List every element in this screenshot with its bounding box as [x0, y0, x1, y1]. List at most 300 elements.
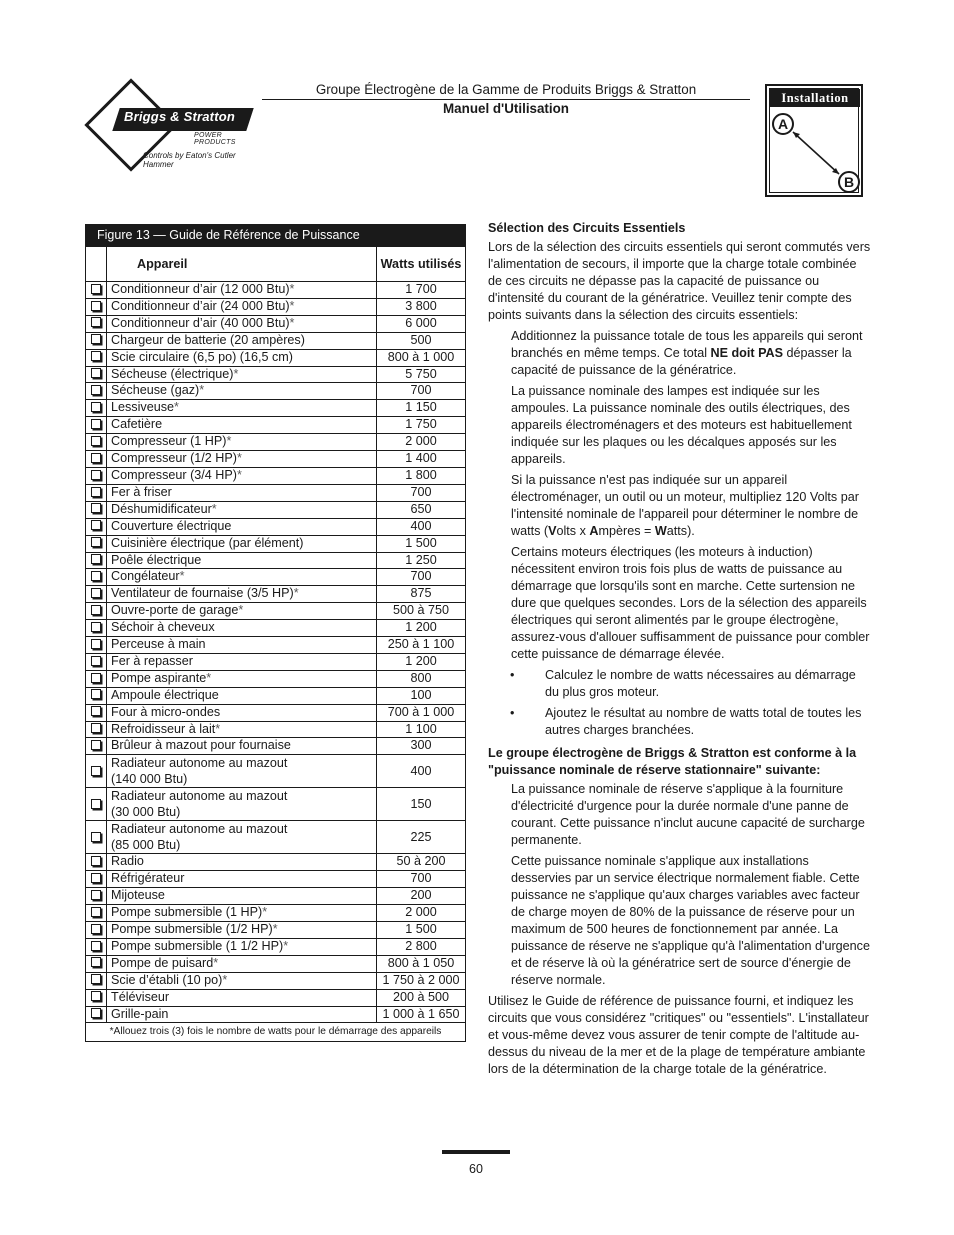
asterisk-marker: *: [289, 282, 295, 296]
checkbox-cell[interactable]: [86, 653, 107, 670]
bullet-item: [488, 667, 872, 701]
paragraph-text: atts).: [666, 524, 695, 538]
appliance-name: Scie circulaire (6,5 po) (16,5 cm): [111, 349, 293, 364]
asterisk-marker: *: [174, 400, 179, 415]
watts-cell: 400: [377, 518, 466, 535]
watts-cell: 2 800: [377, 938, 466, 955]
appliance-cell: [107, 989, 377, 1006]
table-row: [86, 653, 466, 670]
watts-cell: 700 à 1 000: [377, 704, 466, 721]
checkbox-icon[interactable]: [91, 402, 101, 412]
appliance-cell: [107, 871, 377, 888]
checkbox-header-cell: [86, 247, 107, 282]
checkbox-cell[interactable]: [86, 938, 107, 955]
checkbox-icon[interactable]: [91, 284, 101, 294]
watts-cell: 1 500: [377, 535, 466, 552]
appliance-name: Radiateur autonome au mazout: [111, 822, 288, 837]
paragraph-reliable-service: Cette puissance nominale s'applique aux installations desservies par un service électrique normalement fiable. Cette puissance ne s'applique qu'aux charges variables avec facteur de charge moyen de 80% de la puissance de réserve pour un maximum de 500 heures de fonctionnement par année. La puissance de réserve ne s'applique qu'à l'alimentation d'urgence et de réserve là où la génératrice sert de source d'énergie de réserve normale.: [511, 854, 870, 987]
watts-cell: 1 200: [377, 620, 466, 637]
paragraph-text: Si la puissance n'est pas indiquée sur un appareil électroménager, un outil ou un moteur, multipliez 120 Volts par l'intensité nominale de l'appareil pour déterminer le nombre de watts (: [511, 473, 859, 538]
watts-cell: 2 000: [377, 434, 466, 451]
checkbox-cell[interactable]: [86, 637, 107, 654]
appliance-name: Pompe submersible (1 HP): [111, 905, 263, 920]
watts-letter: W: [654, 524, 667, 538]
appliance-cell: [107, 888, 377, 905]
appliance-cell: [107, 704, 377, 721]
appliance-cell: [107, 586, 377, 603]
appliance-name: Grille-pain: [111, 1006, 169, 1021]
document-subtitle: Manuel d'Utilisation: [443, 101, 569, 116]
asterisk-marker: *: [283, 938, 289, 953]
asterisk-marker: *: [262, 905, 268, 920]
appliance-cell: [107, 721, 377, 738]
checkbox-icon[interactable]: [91, 622, 101, 632]
checkbox-icon[interactable]: [91, 991, 101, 1001]
appliance-cell: [107, 670, 377, 687]
table-row: [86, 670, 466, 687]
footnote-row: [86, 1023, 466, 1042]
checkbox-icon[interactable]: [91, 453, 101, 463]
appliance-name: Scie d’établi (10 po): [111, 972, 223, 987]
checkbox-icon[interactable]: [91, 890, 101, 900]
appliance-name: Compresseur (3/4 HP): [111, 467, 237, 482]
asterisk-marker: *: [238, 603, 244, 618]
table-row: [86, 821, 466, 854]
watts-cell: 700: [377, 484, 466, 501]
checkbox-icon[interactable]: [91, 907, 101, 917]
checkbox-cell[interactable]: [86, 417, 107, 434]
appliance-cell: [107, 451, 377, 468]
checkbox-cell[interactable]: [86, 905, 107, 922]
watts-cell: 225: [377, 821, 466, 854]
page-number: 60: [469, 1162, 483, 1176]
bullet-icon: •: [510, 706, 515, 720]
asterisk-marker: *: [293, 586, 299, 601]
table-row: [86, 687, 466, 704]
appliance-name-line2: (85 000 Btu): [111, 838, 181, 853]
checkbox-cell[interactable]: [86, 687, 107, 704]
appliance-name: Cafetière: [111, 417, 163, 432]
asterisk-marker: *: [213, 955, 219, 970]
checkbox-cell[interactable]: [86, 989, 107, 1006]
checkbox-cell[interactable]: [86, 282, 107, 299]
checkbox-icon[interactable]: [91, 571, 101, 581]
table-row: [86, 704, 466, 721]
checkbox-icon[interactable]: [91, 673, 101, 683]
asterisk-marker: *: [179, 569, 185, 584]
watts-cell: 500 à 750: [377, 603, 466, 620]
table-row: [86, 298, 466, 315]
watts-cell: 1 750 à 2 000: [377, 972, 466, 989]
power-reference-table: [85, 224, 466, 1042]
watts-cell: 800: [377, 670, 466, 687]
checkbox-icon[interactable]: [91, 470, 101, 480]
checkbox-cell[interactable]: [86, 1006, 107, 1023]
checkbox-icon[interactable]: [91, 419, 101, 429]
watts-cell: 500: [377, 332, 466, 349]
watts-cell: 3 800: [377, 298, 466, 315]
table-row: [86, 888, 466, 905]
appliance-name: Ventilateur de fournaise (3/5 HP): [111, 586, 294, 601]
checkbox-cell[interactable]: [86, 298, 107, 315]
watts-cell: 1 150: [377, 400, 466, 417]
watts-cell: 875: [377, 586, 466, 603]
amps-letter: A: [589, 524, 599, 538]
paragraph-text: dépasser la capacité de puissance de la génératrice.: [511, 346, 852, 377]
checkbox-cell[interactable]: [86, 501, 107, 518]
watts-cell: 1 700: [377, 282, 466, 299]
checkbox-cell[interactable]: [86, 821, 107, 854]
asterisk-marker: *: [289, 298, 295, 313]
checkbox-icon[interactable]: [91, 873, 101, 883]
checkbox-icon[interactable]: [91, 974, 101, 984]
appliance-cell: [107, 620, 377, 637]
checkbox-icon[interactable]: [91, 301, 101, 311]
installation-badge: [765, 84, 863, 197]
appliance-cell: [107, 1006, 377, 1023]
paragraph-intro: Lors de la sélection des circuits essentiels qui seront commutés vers l'alimentation de secours, il importe que la charge totale combinée de ces circuits ne dépasse pas la capacité de puissance ou d'intensité du courant de la génératrice. Veuillez tenir compte des points suivants dans la sélection des circuits essentiels:: [488, 240, 871, 322]
checkbox-icon[interactable]: [91, 957, 101, 967]
checkbox-icon[interactable]: [91, 924, 101, 934]
watts-cell: 700: [377, 569, 466, 586]
appliance-name: Congélateur: [111, 569, 180, 584]
appliance-cell: [107, 972, 377, 989]
table-row: [86, 989, 466, 1006]
asterisk-marker: *: [206, 670, 212, 685]
paragraph-induction-motors: Certains moteurs électriques (les moteurs à induction) nécessitent environ trois fois plus de watts de puissance au démarrage que lorsqu'ils sont en marche. Cette surtension ne dure que quelques secondes. Lors de la sélection des appareils électriques qui seront alimentés par le groupe électrogène, assurez-vous d'allouer suffisamment de puissance pour combler cette puissance de démarrage élevée.: [511, 545, 870, 661]
checkbox-icon[interactable]: [91, 385, 101, 395]
checkbox-icon[interactable]: [91, 503, 101, 513]
appliance-name: Conditionneur d’air (40 000 Btu): [111, 315, 290, 330]
watts-cell: 6 000: [377, 315, 466, 332]
watts-column-header: Watts utilisés: [377, 247, 466, 282]
watts-cell: 250 à 1 100: [377, 637, 466, 654]
appliance-name: Pompe de puisard: [111, 955, 214, 970]
watts-cell: 150: [377, 788, 466, 821]
checkbox-icon[interactable]: [91, 740, 101, 750]
appliance-cell: [107, 955, 377, 972]
point-b-label: B: [843, 174, 855, 190]
checkbox-cell[interactable]: [86, 586, 107, 603]
table-row: [86, 349, 466, 366]
checkbox-cell[interactable]: [86, 738, 107, 755]
appliance-cell: [107, 417, 377, 434]
paragraph-watts-formula: [488, 472, 872, 540]
appliance-name: Radiateur autonome au mazout: [111, 756, 288, 771]
table-row: [86, 1006, 466, 1023]
watts-cell: 1 800: [377, 467, 466, 484]
table-row: [86, 451, 466, 468]
table-row: [86, 755, 466, 788]
checkbox-cell[interactable]: [86, 603, 107, 620]
watts-cell: 1 200: [377, 653, 466, 670]
reference-table: [85, 246, 466, 1042]
header-rule: [262, 99, 750, 100]
checkbox-cell[interactable]: [86, 349, 107, 366]
checkbox-cell[interactable]: [86, 755, 107, 788]
appliance-cell: [107, 603, 377, 620]
appliance-name: Lessiveuse: [111, 400, 175, 415]
checkbox-cell[interactable]: [86, 955, 107, 972]
table-row: [86, 620, 466, 637]
checkbox-icon[interactable]: [91, 351, 101, 361]
checkbox-icon[interactable]: [91, 317, 101, 327]
table-row: [86, 738, 466, 755]
appliance-name: Ouvre-porte de garage: [111, 603, 239, 618]
appliance-name: Perceuse à main: [111, 637, 206, 652]
checkbox-cell[interactable]: [86, 888, 107, 905]
appliance-cell: [107, 332, 377, 349]
table-row: [86, 315, 466, 332]
a-to-b-arrow-icon: [767, 86, 865, 199]
checkbox-icon[interactable]: [91, 639, 101, 649]
appliance-cell: [107, 854, 377, 871]
table-row: [86, 972, 466, 989]
appliance-cell: [107, 637, 377, 654]
checkbox-cell[interactable]: [86, 451, 107, 468]
checkbox-cell[interactable]: [86, 922, 107, 939]
paragraph-lamp-ratings: La puissance nominale des lampes est indiquée sur les ampoules. La puissance nominale des outils électriques, des appareils électroménagers et des moteurs est habituellement indiquée sur les plaques ou les décalques apposés sur les appareils.: [511, 384, 852, 466]
checkbox-icon[interactable]: [91, 706, 101, 716]
appliance-cell: [107, 518, 377, 535]
table-row: [86, 905, 466, 922]
table-row: [86, 366, 466, 383]
appliance-cell: [107, 400, 377, 417]
emphasis-text: NE doit PAS: [710, 346, 784, 360]
table-row: [86, 332, 466, 349]
asterisk-marker: *: [236, 451, 242, 466]
table-row: [86, 383, 466, 400]
asterisk-marker: *: [272, 922, 278, 936]
asterisk-marker: *: [289, 315, 295, 330]
appliance-name: Radiateur autonome au mazout: [111, 789, 288, 804]
paragraph-usage-guide: Utilisez le Guide de référence de puissance fourni, et indiquez les circuits que vous considérez "critiques" ou "essentiels". L'installateur et vous-même devez vous assurer de tenir compte de l'altitude au-dessus du niveau de la mer et de la plage de température ambiante lors de la détermination de la charge totale de la génératrice.: [488, 994, 869, 1076]
table-row: [86, 955, 466, 972]
checkbox-icon[interactable]: [91, 520, 101, 530]
appliance-name: Pompe submersible (1 1/2 HP): [111, 938, 284, 953]
appliance-cell: [107, 938, 377, 955]
logo-brand-text: Briggs & Stratton: [124, 109, 236, 124]
appliance-cell: [107, 552, 377, 569]
text-column: [488, 220, 872, 1082]
table-row: [86, 569, 466, 586]
checkbox-cell[interactable]: [86, 871, 107, 888]
paragraph-text: mpères =: [598, 524, 655, 538]
appliance-cell: [107, 535, 377, 552]
appliance-name: Conditionneur d’air (12 000 Btu): [111, 282, 290, 296]
checkbox-icon[interactable]: [91, 487, 101, 497]
appliance-name: Four à micro-ondes: [111, 704, 221, 719]
briggs-stratton-logo: [86, 88, 256, 169]
appliance-name: Ampoule électrique: [111, 687, 219, 702]
table-row: [86, 282, 466, 299]
section-heading: Sélection des Circuits Essentiels: [488, 221, 686, 235]
asterisk-marker: *: [199, 383, 205, 398]
checkbox-icon[interactable]: [91, 799, 101, 809]
checkbox-cell[interactable]: [86, 332, 107, 349]
table-row: [86, 434, 466, 451]
appliance-cell: [107, 349, 377, 366]
checkbox-cell[interactable]: [86, 569, 107, 586]
table-row: [86, 501, 466, 518]
logo-subtitle: POWER PRODUCTS: [194, 132, 236, 146]
table-footnote: *Allouez trois (3) fois le nombre de watts pour le démarrage des appareils: [86, 1023, 466, 1042]
checkbox-cell[interactable]: [86, 383, 107, 400]
appliance-cell: [107, 501, 377, 518]
appliance-cell: [107, 653, 377, 670]
checkbox-cell[interactable]: [86, 704, 107, 721]
checkbox-icon[interactable]: [91, 689, 101, 699]
asterisk-marker: *: [211, 501, 217, 516]
table-row: [86, 788, 466, 821]
appliance-cell: [107, 755, 377, 788]
table-row: [86, 552, 466, 569]
appliance-name-line2: (30 000 Btu): [111, 805, 181, 820]
appliance-name: Conditionneur d’air (24 000 Btu): [111, 298, 290, 313]
watts-cell: 700: [377, 871, 466, 888]
appliance-name: Cuisinière électrique (par élément): [111, 535, 304, 550]
conformity-heading: Le groupe électrogène de Briggs & Stratton est conforme à la "puissance nominale de réserve stationnaire" suivante:: [488, 746, 857, 777]
table-row: [86, 518, 466, 535]
appliance-cell: [107, 434, 377, 451]
bullet-item: [488, 705, 872, 739]
appliance-cell: [107, 788, 377, 821]
watts-cell: 1 500: [377, 922, 466, 939]
table-row: [86, 721, 466, 738]
table-row: [86, 400, 466, 417]
checkbox-cell[interactable]: [86, 535, 107, 552]
appliance-cell: [107, 569, 377, 586]
table-row: [86, 586, 466, 603]
appliance-name: Réfrigérateur: [111, 871, 185, 886]
checkbox-icon[interactable]: [91, 766, 101, 776]
paragraph-total-power: [488, 328, 872, 379]
checkbox-cell[interactable]: [86, 620, 107, 637]
appliance-cell: [107, 315, 377, 332]
checkbox-icon[interactable]: [91, 656, 101, 666]
appliance-name: Chargeur de batterie (20 ampères): [111, 332, 305, 347]
checkbox-cell[interactable]: [86, 972, 107, 989]
bullet-icon: •: [510, 668, 515, 682]
watts-cell: 50 à 200: [377, 854, 466, 871]
checkbox-cell[interactable]: [86, 518, 107, 535]
table-row: [86, 603, 466, 620]
checkbox-cell[interactable]: [86, 434, 107, 451]
appliance-cell: [107, 366, 377, 383]
checkbox-icon[interactable]: [91, 588, 101, 598]
watts-cell: 1 250: [377, 552, 466, 569]
checkbox-icon[interactable]: [91, 554, 101, 564]
watts-cell: 1 400: [377, 451, 466, 468]
table-row: [86, 417, 466, 434]
appliance-cell: [107, 298, 377, 315]
paragraph-standby-rating: La puissance nominale de réserve s'applique à la fourniture d'électricité d'urgence pour la durée normale d'une panne de courant. Cette puissance n'inclut aucune capacité de surcharge permanente.: [511, 782, 865, 847]
appliance-cell: [107, 922, 377, 939]
watts-cell: 1 000 à 1 650: [377, 1006, 466, 1023]
checkbox-cell[interactable]: [86, 366, 107, 383]
table-row: [86, 938, 466, 955]
appliance-cell: [107, 282, 377, 299]
watts-cell: 1 750: [377, 417, 466, 434]
asterisk-marker: *: [222, 972, 228, 987]
appliance-cell: [107, 687, 377, 704]
table-caption: Figure 13 — Guide de Référence de Puissance: [85, 224, 466, 246]
checkbox-cell[interactable]: [86, 788, 107, 821]
appliance-cell: [107, 905, 377, 922]
asterisk-marker: *: [215, 721, 221, 736]
installation-label: Installation: [770, 89, 860, 107]
checkbox-icon[interactable]: [91, 856, 101, 866]
appliance-cell: [107, 383, 377, 400]
appliance-name: Refroidisseur à lait: [111, 721, 216, 736]
appliance-name: Séchoir à cheveux: [111, 620, 215, 635]
watts-cell: 1 100: [377, 721, 466, 738]
checkbox-cell[interactable]: [86, 854, 107, 871]
checkbox-icon[interactable]: [91, 436, 101, 446]
checkbox-icon[interactable]: [91, 723, 101, 733]
watts-cell: 2 000: [377, 905, 466, 922]
bullet-text: Ajoutez le résultat au nombre de watts total de toutes les autres charges branchées.: [545, 706, 862, 737]
appliance-name: Brûleur à mazout pour fournaise: [111, 738, 291, 753]
asterisk-marker: *: [226, 434, 232, 449]
watts-cell: 800 à 1 000: [377, 349, 466, 366]
table-header-row: [86, 247, 466, 282]
bullet-text: Calculez le nombre de watts nécessaires au démarrage du plus gros moteur.: [545, 668, 856, 699]
checkbox-icon[interactable]: [91, 1008, 101, 1018]
watts-cell: 5 750: [377, 366, 466, 383]
appliance-column-header: Appareil: [107, 247, 377, 282]
appliance-name: Téléviseur: [111, 989, 170, 1004]
checkbox-cell[interactable]: [86, 484, 107, 501]
appliance-name: Pompe submersible (1/2 HP): [111, 922, 273, 936]
checkbox-cell[interactable]: [86, 670, 107, 687]
table-row: [86, 637, 466, 654]
checkbox-icon[interactable]: [91, 334, 101, 344]
checkbox-icon[interactable]: [91, 941, 101, 951]
table-row: [86, 922, 466, 939]
appliance-name: Sécheuse (gaz): [111, 383, 200, 398]
appliance-name: Déshumidificateur: [111, 501, 212, 516]
appliance-name: Pompe aspirante: [111, 670, 207, 685]
watts-cell: 200: [377, 888, 466, 905]
appliance-name-line2: (140 000 Btu): [111, 772, 188, 787]
watts-cell: 300: [377, 738, 466, 755]
checkbox-icon[interactable]: [91, 537, 101, 547]
checkbox-icon[interactable]: [91, 605, 101, 615]
appliance-name: Mijoteuse: [111, 888, 165, 903]
appliance-name: Couverture électrique: [111, 518, 232, 533]
appliance-name: Compresseur (1/2 HP): [111, 451, 237, 466]
point-a-label: A: [777, 116, 789, 132]
watts-cell: 400: [377, 755, 466, 788]
logo-controls-text: Controls by Eaton's Cutler Hammer: [143, 151, 236, 169]
appliance-cell: [107, 821, 377, 854]
table-row: [86, 854, 466, 871]
checkbox-cell[interactable]: [86, 467, 107, 484]
checkbox-icon[interactable]: [91, 832, 101, 842]
watts-cell: 650: [377, 501, 466, 518]
watts-cell: 700: [377, 383, 466, 400]
appliance-name: Compresseur (1 HP): [111, 434, 227, 449]
appliance-name: Fer à repasser: [111, 653, 193, 668]
asterisk-marker: *: [236, 467, 242, 482]
checkbox-icon[interactable]: [91, 368, 101, 378]
checkbox-cell[interactable]: [86, 400, 107, 417]
checkbox-cell[interactable]: [86, 315, 107, 332]
checkbox-cell[interactable]: [86, 721, 107, 738]
appliance-name: Poêle électrique: [111, 552, 202, 567]
checkbox-cell[interactable]: [86, 552, 107, 569]
